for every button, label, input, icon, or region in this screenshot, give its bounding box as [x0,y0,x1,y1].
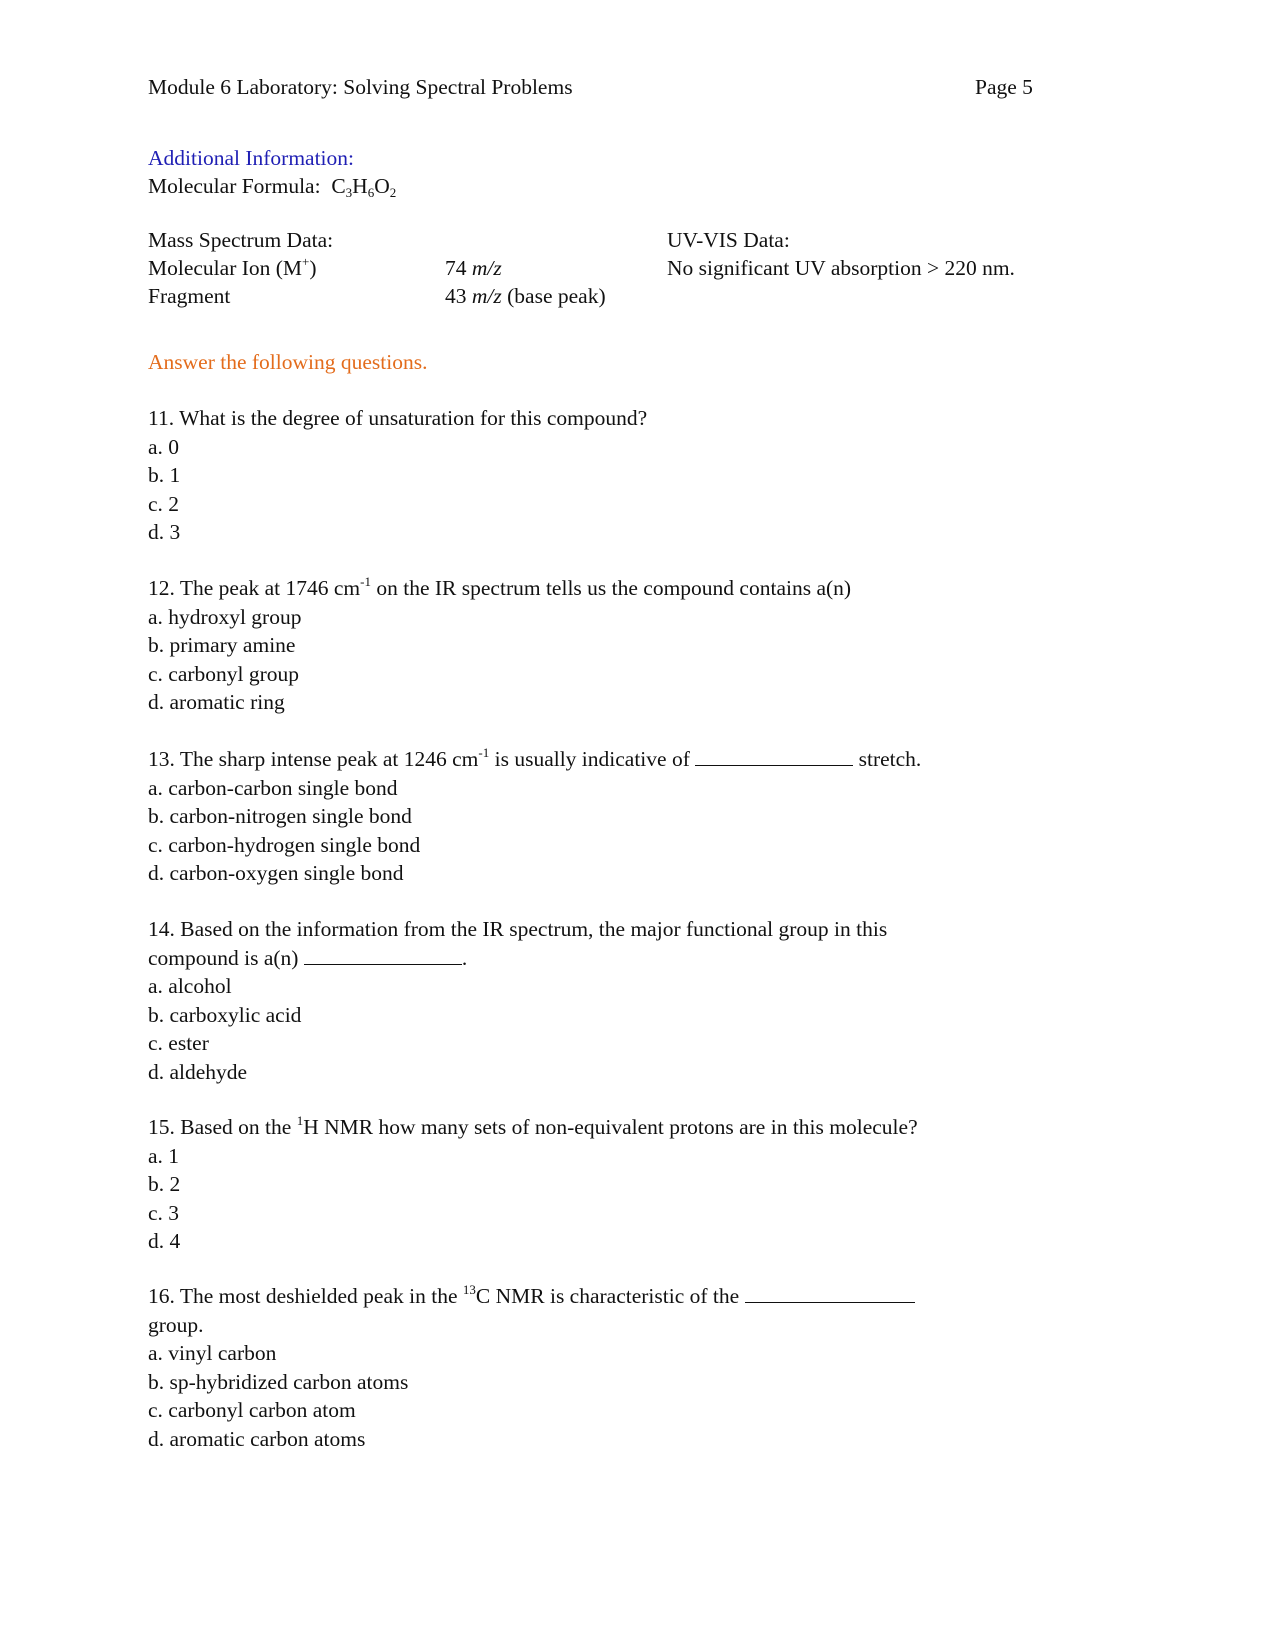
option-c: c. carbon-hydrogen single bond [148,832,421,857]
option-d: d. carbon-oxygen single bond [148,861,404,885]
question-14 [148,915,887,1086]
question-text: 14. Based on the information from the IR spectrum, the major functional group in this [148,917,888,941]
option-d: d. aldehyde [148,1059,248,1084]
molecular-formula [148,172,396,200]
option-a: a. vinyl carbon [148,1341,277,1365]
option-b: b. carbon-nitrogen single bond [148,804,412,828]
option-d: d. 3 [148,520,181,544]
question-12 [148,574,851,717]
option-a: a. alcohol [148,974,232,998]
option-b: b. sp-hybridized carbon atoms [148,1369,409,1394]
option-c: c. 2 [148,491,180,516]
option-c: c. carbonyl group [148,661,300,686]
additional-info-heading: Additional Information: [148,146,355,170]
fragment-value: 43 m/z (base peak) [445,284,606,308]
question-text: 15. Based on the $^1$H NMR how many sets of non-equivalent protons are in this molecule? [148,1113,918,1139]
option-b: b. carboxylic acid [148,1002,302,1027]
molecular-ion-label: Molecular Ion (M+) [148,254,317,280]
question-text: 11. What is the degree of unsaturation for this compound? [148,406,648,430]
question-text-line2: compound is a(n) . [148,945,468,970]
page-number: Page 5 [975,75,1033,99]
question-16 [148,1282,915,1453]
question-15 [148,1113,918,1256]
option-b: b. 1 [148,463,181,487]
option-c: c. carbonyl carbon atom [148,1398,356,1422]
option-b: b. 2 [148,1172,181,1196]
question-text: 16. The most deshielded peak in the $^{13}$C NMR is characteristic of the [148,1282,915,1311]
question-text: 13. The sharp intense peak at 1246 $cm^{-1}$ is usually indicative of stretch. [148,745,922,771]
answer-blank [745,1284,915,1303]
answer-blank [304,946,462,965]
uv-vis-text: No significant UV absorption > 220 nm. [667,256,1015,280]
option-a: a. hydroxyl group [148,604,302,629]
question-11 [148,404,647,547]
instructions: Answer the following questions. [148,350,428,374]
mass-spectrum-heading: Mass Spectrum Data: [148,228,334,252]
option-a: a. 1 [148,1143,180,1168]
question-text-line2: group. [148,1312,204,1337]
document-title: Module 6 Laboratory: Solving Spectral Problems [148,75,573,99]
option-b: b. primary amine [148,633,296,657]
question-text: 12. The peak at 1746 $cm^{-1}$ on the IR spectrum tells us the compound contains a(n) [148,574,852,600]
molecular-ion-value: 74 m/z [445,256,502,280]
question-13 [148,745,921,888]
option-a: a. carbon-carbon single bond [148,775,398,800]
option-d: d. aromatic ring [148,690,285,714]
fragment-label: Fragment [148,284,231,308]
option-d: d. aromatic carbon atoms [148,1426,366,1451]
formula-value: $C_3H_6O_2$ [331,174,397,200]
formula-label: Molecular Formula: [148,174,321,198]
option-d: d. 4 [148,1229,181,1253]
option-a: a. 0 [148,434,180,459]
option-c: c. ester [148,1031,209,1055]
uv-vis-heading: UV-VIS Data: [667,228,790,252]
option-c: c. 3 [148,1200,180,1225]
answer-blank [695,747,853,766]
